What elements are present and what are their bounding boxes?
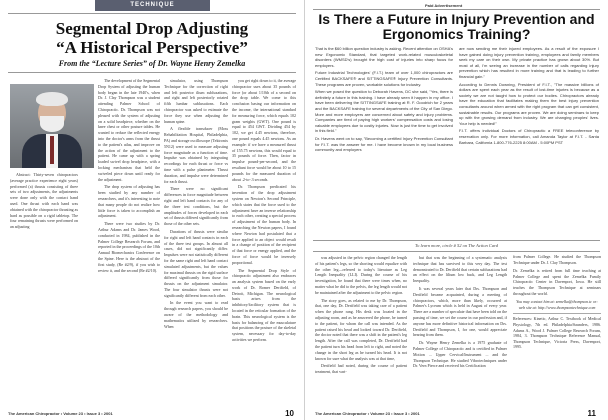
paragraph: Derifield had noted, during the course of patient treatment, that vari- bbox=[315, 363, 407, 375]
author-photo bbox=[10, 84, 94, 168]
author-bio bbox=[513, 254, 601, 404]
article-column-2 bbox=[164, 78, 228, 404]
article-column-1 bbox=[98, 78, 160, 404]
bio-contact: You may contact him at: zemelka@thompson.tc or: web site at: http://www.thompsontechnique.com bbox=[516, 299, 598, 310]
paragraph: There were two studies by Dr. Arthur Adams and Dr. James Wood, conducted in 1984, published in the Palmer College Research Forum, and reported in the proceedings of the 10th Annual Biomechanics Conference on the Spine. Here is the abstract of the first study, (Re #2/9), if you wish to review it, and the second (Re #2/10). bbox=[98, 221, 160, 273]
ad-column-2 bbox=[459, 46, 599, 240]
paragraph: It was several years later that Drs. Thompson and Derifield became acquainted, during a meeting of chiropractors, which, more than likely, occurred at Palmer's Lyceum which is held in August of every year. There are a number of speculate that have been told on the passing of time, we set the course in our profession and, if anyone has more definitive historical information on Drs. Derifield and Thompson, I, for one, would appreciate hearing from them. bbox=[413, 285, 507, 338]
paragraph: There were no significant differences in force magnitude between right and left hand contacts for any of the three test conditions, but the amplitudes of forces developed in each set of thrusts differed significantly from those of the other sets. bbox=[164, 186, 228, 227]
ad-headline-line-1: Is There a Future in Injury Prevention and bbox=[318, 11, 595, 27]
subtitle: From the “Lecture Series” of Dr. Wayne Henry Zemelka bbox=[58, 59, 246, 68]
bio-paragraph: Dr. Zemelka is retired from full time teaching at Palmer College and spent the Zemelka Family Chiropractic Center in Davenport, Iowa. He still teaches the Thompson Technique at seminars throughout the world. bbox=[513, 268, 601, 296]
page-number: 10 bbox=[285, 409, 294, 418]
paragraph: Durations of thrusts were similar for right and left hand contacts in each of the three test groups. In almost all cases, did not significantly differ. Impulses were not statistically different for the same right and left hand contact simulated adjustments, but the values for maximal thrusts on the rigid surface differed significantly from those for thrusts on the adjustment simulator. The four simulator thrusts were not significantly different from each other. bbox=[164, 228, 228, 298]
ad-paragraph: F.I.T. offers individual Doctors of Chiropractic a FREE teleconference by reservation only. For more information, call Amanda Taylor at F.I.T. - Santa Barbara, California 1-800-776-2225 8:00AM - 5:00PM PST bbox=[459, 128, 599, 145]
right-page bbox=[304, 0, 608, 420]
headline bbox=[8, 19, 296, 57]
paragraph: was adjusted in the pelvic region changed the length of his patient's legs, so the shorting would equalize with the other leg—referred to today's literature as Leg Length Inequality (LLI). During the course of his investigation, he found that there were times when, no matter what he did to the pelvis, the leg length would not be maintained after the adjustment to the pelvic region. bbox=[315, 255, 407, 295]
section-tag: TECHNIQUE bbox=[95, 0, 210, 11]
ad-paragraph: Future Industrial Technologies' (F.I.T.) team of over 1,000 chiropractors are Certified BACKSAFE® and SITTINGSAFE® Injury Prevention Consultants. These programs are proven, workable solutions for industry. bbox=[315, 70, 453, 87]
ad-headline bbox=[313, 12, 600, 42]
article-column-3 bbox=[232, 78, 296, 404]
article-column-4 bbox=[315, 255, 407, 405]
headline-line-2: “A Historical Perspective” bbox=[56, 38, 248, 57]
action-card-note: To learn more, circle # 52 on The Action Card bbox=[415, 243, 498, 248]
page-footer: The American Chiropractor • Volume 23 • Issue 3 • 2001 bbox=[315, 411, 420, 416]
article-column-5 bbox=[413, 255, 507, 405]
top-rule bbox=[8, 13, 296, 14]
ad-bottom-rule bbox=[313, 240, 600, 241]
ad-paragraph: Dr. Havens went on to say, "Becoming a certified Injury Prevention Consultant for F.I.T. was the answer for me. I have become known in my local business community and employers bbox=[315, 135, 453, 153]
subtitle-rule bbox=[8, 72, 296, 73]
ad-paragraph: According to Dennis Downing, President of F.I.T., "The massive billions of dollars are spent each year as the result of lost-time injuries is because as a society we are not taught how to protect our bodies. Chiropractors already have the education that facilitates making them the best injury prevention consultants around when armed with the right program that can get consistent, sustainable results. Our programs are proven. We are doing seminars to keep up with the growing demand from industry. We are changing peoples' lives. Your help is needed!" bbox=[459, 81, 599, 126]
references: References: Kinetic, Arthur C. Textbook of Medical Physiology, 7th ed. Philadelphia/Saunders, 1986. Adams A., Wood J. Palmer College Research Forum, 1984, 3. Thompson Technique Reference Manual, Thompson Technique, Victoria Press, Davenport, 1995. bbox=[513, 313, 601, 350]
paragraph: In the event you want to read through research papers, you should be aware of the methodology and mathematics utilized by researchers. When bbox=[164, 300, 228, 329]
article-rule bbox=[313, 251, 600, 252]
paragraph: Dr. Wayne Henry Zemelka is a 1975 graduate of Palmer College of Chiropractic and is certified in Palmer Motion ... Upper Cervical/Instrument ... and the Thompson Technique. He studied Vibrotechniques under Dr. Vern Pierce and received his Certification bbox=[413, 340, 507, 369]
paragraph: you get right down to it, the average chiropractor uses about 35 pounds of force (or about 1/10th of a second on the drop table. We come to this conclusion basing our information on the income, the international standard for measuring force, which equals 102 gram weights (GWT). One pound is equal to 454 GWT. Dividing 454 by 102, we get 4.45 newtons, therefore, one pound equals 4.45 newtons. As an example: if we have a measured thrust of 155.75 newtons, this would equal to 35 pounds of force. Then, factor in impulse pound-per-second, and the resultant force would be about 10 to 15 pounds for the measured duration of about .2-to-.3 seconds. bbox=[232, 78, 296, 182]
article-column-1-bottom bbox=[10, 172, 78, 404]
bio-paragraph: from Palmer College. He studied the Thompson Technique under Dr. J. Clay Thompson. bbox=[513, 254, 601, 265]
paragraph: but that was the beginning of a systematic analysis technique that has survived to this very day. The test demonstrated to Dr. Derifield that certain subluxations had an effect on the lilium low back, and Leg Length Inequality. bbox=[413, 255, 507, 284]
paragraph: Dr. Thompson predicated his invention of the drop adjustment system on Newton's Second Principle, which states that the force used to the adjustment have an inverse relationship to each other, creating a special process of adjustment of the human body. In researching the Newton papers, I found where Newton had postulated that a force applied to an object would result in a change of position of the recipient of that force or energy applied, and the force of force would be inversely proportional. bbox=[232, 184, 296, 265]
page-footer: The American Chiropractor • Volume 23 • Issue 3 • 2001 bbox=[8, 411, 113, 416]
paragraph: The story goes, as related to me by Dr. Thompson, that, one day, Dr. Derifield was taking care of a patient when the phone rang. His desk was located in the adjusting room, and as he answered the phone, he turned to the patient, for whom the call was intended. As the patient raised his head and looked toward Dr. Derifield, the doctor noted that there was a shift in the patient's leg length. After the call was completed, Dr. Derifield had the patient turn his head from left to right, and noted the change in the short leg as he turned his head. It is not known for sure what the analysis was at that time, bbox=[315, 297, 407, 361]
ad-headline-line-2: Ergonomics Training? bbox=[382, 26, 531, 42]
ad-paragraph: That is the $60 billion question industry is asking. Recent attention on OSHA's new Ergonomic Standard, that targeted work-related musculoskeletal disorders (WMSD's) brought the high cost of injuries into sharp focus for employers. bbox=[315, 46, 453, 68]
ad-paragraph: are now sending me their injured employees. As a result of the exposure I have gained doing injury prevention training, employees and family members seek my care on their own. My private practice has grown about 30%. But most of all, I'm seeing an increase in the number of calls regarding injury prevention which has resulted in more training and that is leading to further financial gain." bbox=[459, 46, 599, 79]
paid-advertisement-label: Paid Advertisement bbox=[425, 3, 463, 8]
headline-line-1: Segmental Drop Adjusting bbox=[55, 19, 249, 38]
paragraph: The drop system of adjusting has been studied by any number of researchers, and it's interesting to note that many people do not realize how little force is taken to accomplish an adjustment. bbox=[98, 184, 160, 219]
top-rule bbox=[313, 9, 600, 10]
page-number: 11 bbox=[587, 409, 596, 418]
ad-paragraph: When we posed the question to Deborah Havens, DC she said, "Yes, there is definitely a future in this training. I have already seen it happen in my office. I have been delivering the SITTINGSAFE training at R. F. Goodrich for 2 years and the BACKSAFE training for several departments of the City of San Diego. More and more employers are concerned about safety and injury problems. Companies are tired of paying high workers' compensation costs and losing valuable employees due to costly injuries. Now is just the time to get involved in this field." bbox=[315, 89, 453, 134]
paragraph: The Segmental Drop Style of chiropractic adjustment also embraces an analysis system based on the early work of Dr. Romer Derifield, of Detroit, Michigan. The neurological basis arises from the inhibitory/facilitory system that is located in the reticular formation of the brain. This neurological system is the basis for balancing of the musculature that positions the posture of the skeletal system, necessary for day-to-day activities we perform. bbox=[232, 267, 296, 343]
paragraph: A flexible transducer (Moss Rehabilitation Hospital, Philadelphia, PA) and storage oscilloscope (Tektronix 5N12) were used to measure adjusting force magnitude as a function of time. Impulse was obtained by integrating recordings for each thrust or force vs time with a pulse planimeter. Thrust duration, and impulse were determined for each thrust. bbox=[164, 126, 228, 184]
paragraph: simulator, using Thompson Technique for the correction of right and left posterior ilium subluxations, and right and left posteriorly rotated fifth lumbar subluxations. Each chiropractor was asked to estimate the force they use when adjusting the human spine. bbox=[164, 78, 228, 124]
paragraph: The development of the Segmental Drop System of adjusting the human body began in the late 1940's, when Dr. J. Clay Thompson was a student attending Palmer School of Chiropractic. Dr. Thompson was not pleased with the system of adjusting on a solid headpiece, whether on the knee chest or other posture tables. He wanted to reduce the reflected energy into the doctor's arms from the thrust to the patient's atlas, and improve on the action of the adjustment to the patient. He came up with a spring loaded swivel drop headpiece, with a locking mechanism that held the swiveled piece down until ready for the adjustment. bbox=[98, 78, 160, 182]
ad-column-1 bbox=[315, 46, 453, 240]
paragraph: Abstract: Thirty-seven chiropractors (average practice experience eight years) performed (a) thrusts consisting of three sets of two adjustments, the adjustments were done only with the contact hand used. One thrust with each hand was obtained with the chiropractor thrusting as hard as possible on a rigid tabletop. The four remaining thrusts were performed on an adjusting bbox=[10, 172, 78, 230]
